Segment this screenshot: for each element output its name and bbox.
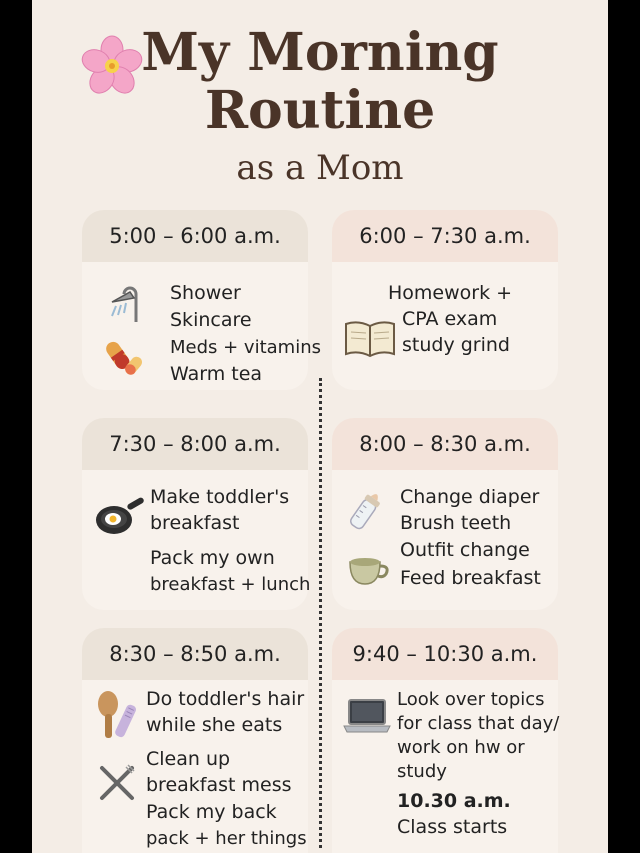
block-line: Feed breakfast <box>400 567 541 589</box>
block-time-label: 9:40 – 10:30 a.m. <box>332 628 558 680</box>
block-line: Clean up <box>146 748 231 770</box>
block-line: while she eats <box>146 714 283 736</box>
block-line: pack + her things <box>146 828 307 849</box>
block-line: breakfast <box>150 512 240 534</box>
block-line: breakfast mess <box>146 774 292 796</box>
block-line: Make toddler's <box>150 486 290 508</box>
block-line: Shower <box>170 282 241 304</box>
page-title <box>32 24 608 140</box>
block-line: study grind <box>402 334 510 356</box>
routine-page <box>32 0 608 853</box>
block-line: Class starts <box>397 816 508 838</box>
routine-block-1 <box>82 210 321 390</box>
timeline-divider <box>319 378 322 848</box>
block-line: Homework + <box>388 282 513 304</box>
book-icon <box>344 318 396 358</box>
routine-block-2 <box>332 210 558 390</box>
block-line: work on hw or <box>397 737 525 758</box>
block-line: Look over topics <box>397 689 545 710</box>
block-line: Brush teeth <box>400 512 512 534</box>
block-line: 10.30 a.m. <box>397 790 511 812</box>
block-line: Pack my own <box>150 547 275 569</box>
routine-block-6 <box>332 628 558 853</box>
frying-pan-icon <box>94 494 146 538</box>
block-time-label: 8:00 – 8:30 a.m. <box>332 418 558 470</box>
baby-bottle-icon <box>344 486 388 534</box>
block-line: Meds + vitamins <box>170 337 321 358</box>
shower-icon <box>102 282 146 326</box>
block-time-label: 5:00 – 6:00 a.m. <box>82 210 308 262</box>
block-line: study <box>397 761 447 782</box>
block-time-label: 8:30 – 8:50 a.m. <box>82 628 308 680</box>
routine-block-4 <box>332 418 558 610</box>
title-line-2: Routine <box>204 80 436 141</box>
pill-icon <box>104 336 144 376</box>
block-line: Skincare <box>170 309 252 331</box>
block-line: Pack my back <box>146 801 277 823</box>
title-line-1: My Morning <box>141 22 499 83</box>
block-line: Change diaper <box>400 486 540 508</box>
fork-knife-icon <box>96 762 138 804</box>
block-line: breakfast + lunch <box>150 574 311 595</box>
teacup-icon <box>346 554 392 588</box>
hairbrush-icon <box>94 690 138 742</box>
block-line: Do toddler's hair <box>146 688 305 710</box>
routine-block-3 <box>82 418 311 610</box>
block-line: for class that day/ <box>397 713 560 734</box>
block-line: Warm tea <box>170 363 263 385</box>
block-time-label: 7:30 – 8:00 a.m. <box>82 418 308 470</box>
routine-block-5 <box>82 628 308 853</box>
block-line: Outfit change <box>400 539 530 561</box>
block-time-label: 6:00 – 7:30 a.m. <box>332 210 558 262</box>
laptop-icon <box>342 696 392 736</box>
block-line: CPA exam <box>402 308 498 330</box>
page-subtitle: as a Mom <box>236 148 404 188</box>
